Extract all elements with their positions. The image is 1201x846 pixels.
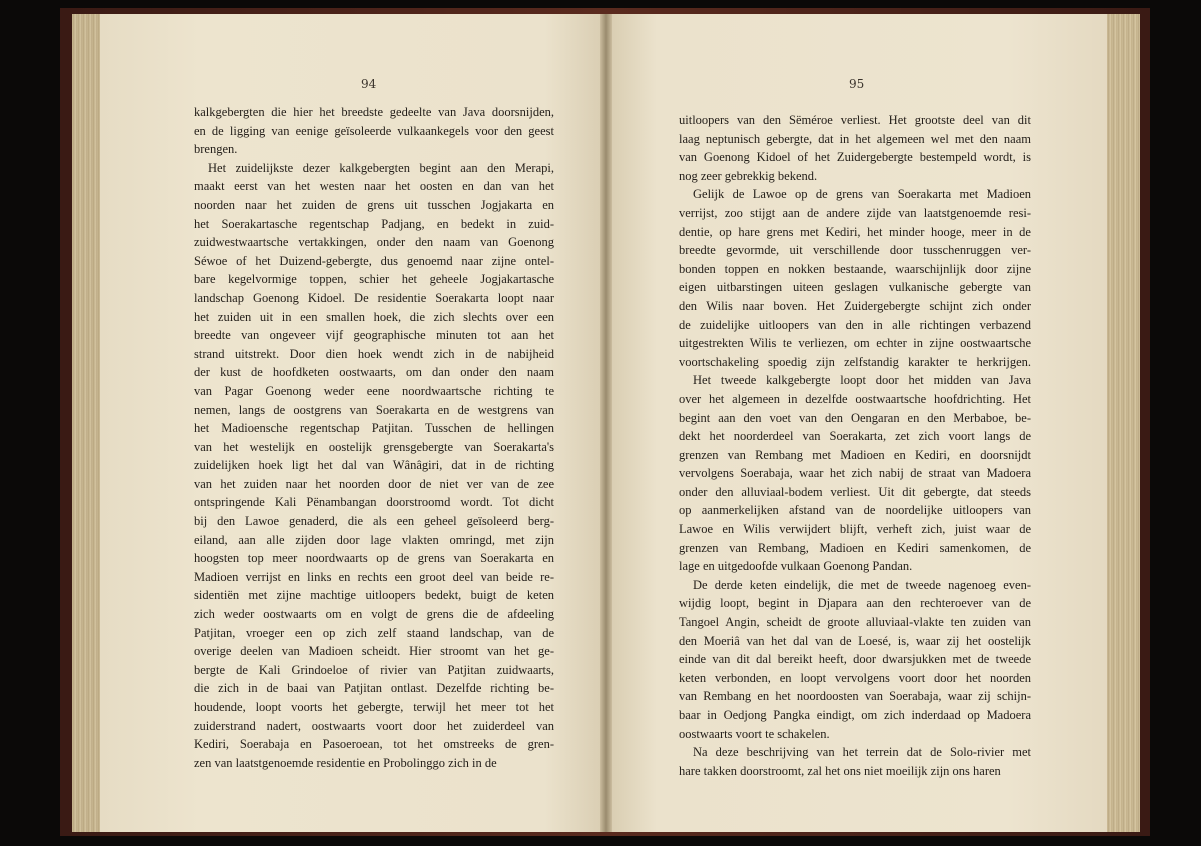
text-line: wijdig loopt, begint in Djapara aan den rechteroever van de <box>679 596 1031 611</box>
text-line: uitgestrekten Wilis te verliezen, om echter in zijne oostwaartsche <box>679 336 1031 351</box>
text-line: hare takken doorstroomt, zal het ons niet moeilijk zijn ons haren <box>679 763 1001 778</box>
text-line: begint aan den voet van den Oengaran en den Merbaboe, be- <box>679 410 1031 425</box>
text-line: Gelijk de Lawoe op de grens van Soerakarta met Madioen <box>693 187 1031 202</box>
text-line: zuidelijken hoek ligt het dal van Wânâgiri, dat in de richting <box>194 458 554 473</box>
text-line: ontspringende Kali Pënambangan doorstroomd wordt. Tot dicht <box>194 495 554 510</box>
text-line: over het algemeen in dezelfde oostwaartsche hoofdrichting. Het <box>679 391 1031 406</box>
text-line: en de ligging van eenige geïsoleerde vulkaankegels voor den geest <box>194 123 554 138</box>
text-line: lage en uitgedoofde vulkaan Goenong Pandan. <box>679 559 913 574</box>
text-line: baar in Oedjong Pangka eindigt, om zich inderdaad op Madoera <box>679 708 1031 722</box>
text-line: van Goenong Kidoel of het Zuidergebergte bestempeld wordt, is <box>679 150 1031 165</box>
text-line: eigen uitbarstingen uiteen geslagen vulkanische gebergte van <box>679 280 1031 295</box>
text-line: landschap Goenong Kidoel. De residentie Soerakarta loopt naar <box>194 290 554 305</box>
text-line: het Soerakartasche regentschap Padjang, en bedekt in zuid- <box>194 216 554 231</box>
text-line: Kediri, Soerabaja en Pasoeroean, tot het omstreeks de gren- <box>194 737 554 752</box>
text-line: zen van laatstgenoemde residentie en Probolinggo zich in de <box>194 755 497 770</box>
text-line: van Rembang en het noordoosten van Soerabaja, waar zij schijn- <box>679 689 1031 704</box>
text-line: voortschakeling spoedig zijn zelfstandig karakter te herkrijgen. <box>679 354 1031 369</box>
text-line: die zich in de baai van Patjitan ontlast. Dezelfde richting be- <box>194 681 554 696</box>
text-line: het Madioensche regentschap Patjitan. Tusschen de hellingen <box>194 421 554 436</box>
book-gutter <box>600 14 612 832</box>
text-line: maakt eerst van het westen naar het oosten en dan van het <box>194 179 554 194</box>
text-line: grenzen van Rembang met Madioen en Kediri, en doorsnijdt <box>679 447 1031 462</box>
text-line: brengen. <box>194 142 238 157</box>
text-line: dentie, op hare grens met Kediri, het minder hooge, meer in de <box>679 224 1031 239</box>
text-line: eiland, aan alle zijden door lage vlakten omringd, met zijn <box>194 532 554 547</box>
text-line: vervolgens Soerabaja, waar het zich nabij de straat van Madoera <box>679 466 1031 481</box>
text-line: van het westelijk en oostelijk grensgebergte van Soerakarta's <box>194 439 554 454</box>
text-line: zuiderstrand nadert, oostwaarts voort door het zuiderdeel van <box>194 718 554 733</box>
text-line: strand uitstrekt. Door dien hoek wendt zich in de nabijheid <box>194 346 554 361</box>
text-line: het zuiden uit in een smallen hoek, die zich slechts over een <box>194 309 554 324</box>
text-line: bergte de Kali Grindoeloe of rivier van Patjitan zuidwaarts, <box>194 662 554 677</box>
text-line: Het zuidelijkste dezer kalkgebergten begint aan den Merapi, <box>208 160 554 175</box>
text-line: verrijst, zoo stijgt aan de andere zijde van laatstgenoemde resi- <box>679 205 1031 220</box>
text-line: van het zuiden naar het noorden door de niet ver van de zee <box>194 476 554 491</box>
right-page-text <box>679 111 1031 780</box>
text-line: hoogsten top meer noordwaarts op de grens van Soerakarta en <box>194 551 554 566</box>
text-line: houdende, loopt voorts het gebergte, terwijl het meer tot het <box>194 700 554 714</box>
text-line: keten verbonden, en loopt vervolgens voort door het noorden <box>679 670 1031 685</box>
text-line: Patjitan, vroeger een op zich zelf staand landschap, van de <box>194 625 554 640</box>
text-line: van Pagar Goenong weder eene noordwaartsche richting te <box>194 383 554 398</box>
text-line: bonden toppen en nokken bestaande, waarschijnlijk door zijne <box>679 261 1031 276</box>
text-line: einde van dit dal bereikt heeft, door dwarsjukken met de tweede <box>679 652 1031 667</box>
text-line: nog zeer gebrekkig bekend. <box>679 168 818 183</box>
right-page-number: 95 <box>849 77 865 91</box>
text-line: Lawoe en Wilis verwijdert blijft, verheft zich, juist waar de <box>679 522 1031 537</box>
text-line: breedte gevormde, uit verschillende door tusschenruggen ver- <box>679 243 1031 258</box>
text-line: zich weder oostwaarts om en volgt de grens die de afdeeling <box>194 607 554 622</box>
right-page-edges <box>1102 14 1140 832</box>
text-line: Tangoel Angin, scheidt de groote alluviaal-vlakte ten zuiden van <box>679 615 1031 630</box>
left-page-number: 94 <box>361 77 377 91</box>
text-line: uitloopers van den Sëméroe verliest. Het grootste deel van dit <box>679 113 1031 127</box>
text-line: der kust de hoofdketen oostwaarts, om dan onder den naam <box>194 365 554 380</box>
text-line: sidentiën met zijne machtige uitloopers bedekt, buigt de keten <box>194 588 554 603</box>
text-line: onder den alluviaal-bodem verliest. Uit dit gebergte, dat steeds <box>679 484 1031 499</box>
text-line: overige deelen van Madioen scheidt. Hier stroomt van het ge- <box>194 644 554 659</box>
text-line: nemen, langs de oostgrens van Soerakarta en de westgrens van <box>194 402 554 417</box>
text-line: zuidwestwaartsche vertakkingen, onder den naam van Goenong <box>194 235 554 250</box>
left-page-text <box>194 103 554 772</box>
text-line: noorden naar het zuiden de grens uit tusschen Jogjakarta en <box>194 197 554 212</box>
text-line: Na deze beschrijving van het terrein dat de Solo-rivier met <box>693 745 1031 760</box>
text-line: oostwaarts voort te schakelen. <box>679 726 830 741</box>
text-line: bare kegelvormige toppen, schier het geheele Jogjakartasche <box>194 272 554 287</box>
text-line: breedte van ongeveer vijf geographische minuten tot aan het <box>194 328 554 343</box>
text-line: kalkgebergten die hier het breedste gedeelte van Java doorsnijden, <box>194 105 554 119</box>
text-line: grenzen van Rembang, Madioen en Kediri samenkomen, de <box>679 540 1031 555</box>
text-line: de zuidelijke uitloopers van den in alle richtingen verbazend <box>679 317 1031 332</box>
text-line: op aanmerkelijken afstand van de noordelijke uitloopers van <box>679 503 1031 518</box>
text-line: Het tweede kalkgebergte loopt door het midden van Java <box>693 373 1031 388</box>
text-line: Séwoe of het Duizend-gebergte, dus genoemd naar zijne ontel- <box>194 253 554 268</box>
text-line: den Wilis naar boven. Het Zuidergebergte schijnt zich onder <box>679 298 1031 313</box>
text-line: De derde keten eindelijk, die met de tweede nagenoeg even- <box>693 577 1031 592</box>
text-line: Madioen verrijst en links en rechts een groot deel van beide re- <box>194 569 554 584</box>
text-line: laag neptunisch gebergte, dat in het algemeen wel met den naam <box>679 131 1031 146</box>
text-line: den Moeriâ van het dal van de Loesé, is, waar zij het oostelijk <box>679 633 1031 648</box>
text-line: dekt het noorderdeel van Soerakarta, zet zich voort langs de <box>679 429 1031 444</box>
text-line: bij den Lawoe genaderd, die als een geheel geïsoleerd berg- <box>194 514 554 529</box>
